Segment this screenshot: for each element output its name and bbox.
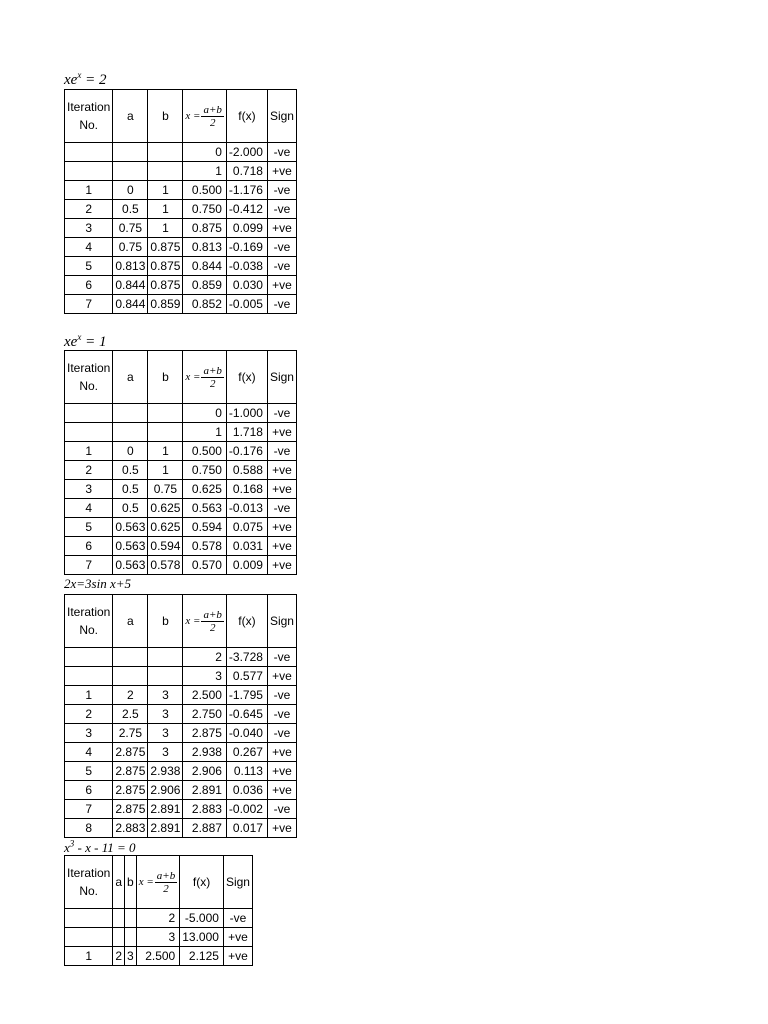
header-x-formula: [183, 351, 227, 404]
cell-a: 0.813: [113, 257, 148, 276]
cell-iteration: 1: [65, 686, 113, 705]
formula-fraction: [201, 365, 223, 390]
cell-a: 0: [113, 181, 148, 200]
table-body: [65, 909, 253, 966]
cell-b: 0.75: [148, 480, 183, 499]
cell-sign: -ve: [267, 499, 296, 518]
cell-sign: -ve: [267, 181, 296, 200]
cell-a: 0.844: [113, 295, 148, 314]
cell-fx: -2.000: [226, 143, 267, 162]
cell-a: 0.5: [113, 200, 148, 219]
formula-lhs: x =: [185, 371, 201, 383]
table-row: [65, 819, 297, 838]
cell-sign: +ve: [267, 461, 296, 480]
cell-x: 1: [183, 423, 227, 442]
table-row: [65, 781, 297, 800]
cell-fx: -0.169: [226, 238, 267, 257]
header-sign: Sign: [267, 595, 296, 648]
table-row: [65, 200, 297, 219]
cell-a: 2.875: [113, 781, 148, 800]
header-fx: f(x): [226, 595, 267, 648]
cell-b: 0.594: [148, 537, 183, 556]
cell-a: [113, 667, 148, 686]
cell-b: 2.891: [148, 800, 183, 819]
cell-fx: -3.728: [226, 648, 267, 667]
bisection-table-4: [64, 855, 253, 966]
cell-x: 2: [183, 648, 227, 667]
header-row: [65, 90, 297, 143]
cell-b: 0.578: [148, 556, 183, 575]
cell-fx: 1.718: [226, 423, 267, 442]
cell-b: 1: [148, 200, 183, 219]
cell-iteration: [65, 667, 113, 686]
table-row: [65, 181, 297, 200]
table-row: [65, 762, 297, 781]
table-row: [65, 556, 297, 575]
cell-a: 2.75: [113, 724, 148, 743]
header-fx: f(x): [226, 90, 267, 143]
cell-b: 3: [148, 686, 183, 705]
cell-fx: -0.040: [226, 724, 267, 743]
cell-x: 2.750: [183, 705, 227, 724]
table-row: [65, 257, 297, 276]
header-fx: f(x): [180, 856, 224, 909]
cell-sign: -ve: [267, 648, 296, 667]
header-a: a: [113, 595, 148, 648]
cell-b: 3: [125, 947, 137, 966]
cell-a: 0.5: [113, 461, 148, 480]
cell-sign: -ve: [267, 800, 296, 819]
cell-a: 0.75: [113, 238, 148, 257]
cell-sign: +ve: [267, 667, 296, 686]
cell-fx: -0.038: [226, 257, 267, 276]
cell-iteration: [65, 909, 113, 928]
table-row: [65, 461, 297, 480]
cell-iteration: 1: [65, 947, 113, 966]
cell-b: 1: [148, 181, 183, 200]
cell-b: 2.906: [148, 781, 183, 800]
cell-sign: -ve: [267, 705, 296, 724]
cell-b: 0.625: [148, 499, 183, 518]
cell-b: 0.625: [148, 518, 183, 537]
cell-iteration: 5: [65, 257, 113, 276]
table-row: [65, 667, 297, 686]
cell-b: 0.859: [148, 295, 183, 314]
cell-x: 0.750: [183, 461, 227, 480]
table-row: [65, 143, 297, 162]
cell-iteration: 8: [65, 819, 113, 838]
cell-sign: -ve: [267, 404, 296, 423]
cell-x: 2.500: [183, 686, 227, 705]
cell-iteration: 5: [65, 762, 113, 781]
cell-x: 0.594: [183, 518, 227, 537]
cell-sign: -ve: [267, 686, 296, 705]
cell-iteration: 3: [65, 724, 113, 743]
cell-b: [148, 423, 183, 442]
header-fx: f(x): [226, 351, 267, 404]
table-row: [65, 404, 297, 423]
table-row: [65, 705, 297, 724]
cell-fx: -0.013: [226, 499, 267, 518]
midpoint-formula: [139, 870, 178, 895]
cell-b: 3: [148, 724, 183, 743]
header-sign: Sign: [267, 351, 296, 404]
cell-sign: -ve: [267, 295, 296, 314]
cell-fx: -0.005: [226, 295, 267, 314]
cell-fx: 0.168: [226, 480, 267, 499]
cell-x: 2.875: [183, 724, 227, 743]
cell-sign: +ve: [267, 518, 296, 537]
cell-a: 0: [113, 442, 148, 461]
cell-fx: 0.588: [226, 461, 267, 480]
table-row: [65, 928, 253, 947]
cell-sign: +ve: [267, 819, 296, 838]
cell-x: 2.883: [183, 800, 227, 819]
table-row: [65, 162, 297, 181]
cell-b: [125, 928, 137, 947]
table-body: [65, 143, 297, 314]
cell-iteration: 4: [65, 238, 113, 257]
cell-b: 1: [148, 219, 183, 238]
cell-sign: -ve: [267, 238, 296, 257]
cell-x: 3: [183, 667, 227, 686]
cell-sign: -ve: [223, 909, 252, 928]
cell-x: 2: [136, 909, 180, 928]
cell-iteration: [65, 423, 113, 442]
header-iteration: Iteration No.: [65, 90, 113, 143]
header-a: a: [113, 90, 148, 143]
cell-sign: -ve: [267, 442, 296, 461]
cell-fx: 0.267: [226, 743, 267, 762]
cell-fx: 0.036: [226, 781, 267, 800]
equation-3: 2x=3sin x+5: [64, 576, 132, 591]
header-row: [65, 595, 297, 648]
cell-a: 2: [113, 686, 148, 705]
cell-a: 2.875: [113, 762, 148, 781]
table-row: [65, 238, 297, 257]
cell-fx: -1.795: [226, 686, 267, 705]
cell-sign: +ve: [267, 743, 296, 762]
cell-b: 1: [148, 461, 183, 480]
cell-fx: -5.000: [180, 909, 224, 928]
formula-fraction: [155, 870, 177, 895]
cell-sign: +ve: [267, 162, 296, 181]
cell-a: 0.5: [113, 480, 148, 499]
cell-x: 0: [183, 143, 227, 162]
table-body: [65, 648, 297, 838]
table-row: [65, 480, 297, 499]
cell-a: 0.5: [113, 499, 148, 518]
header-iteration: Iteration No.: [65, 351, 113, 404]
table-row: [65, 724, 297, 743]
cell-a: [113, 423, 148, 442]
cell-fx: 0.113: [226, 762, 267, 781]
header-b: b: [148, 595, 183, 648]
formula-numerator: a+b: [203, 103, 222, 116]
cell-a: 2.875: [113, 743, 148, 762]
cell-a: [113, 162, 148, 181]
cell-x: 2.938: [183, 743, 227, 762]
bisection-table-3: [64, 594, 297, 838]
cell-x: 0.844: [183, 257, 227, 276]
cell-a: 2.883: [113, 819, 148, 838]
cell-b: 2.938: [148, 762, 183, 781]
cell-a: [113, 143, 148, 162]
cell-x: 0.578: [183, 537, 227, 556]
cell-iteration: [65, 928, 113, 947]
cell-sign: +ve: [267, 219, 296, 238]
cell-fx: 2.125: [180, 947, 224, 966]
cell-b: 0.875: [148, 238, 183, 257]
cell-iteration: [65, 404, 113, 423]
cell-fx: 0.030: [226, 276, 267, 295]
header-b: b: [125, 856, 137, 909]
header-x-formula: [136, 856, 180, 909]
cell-b: [148, 648, 183, 667]
cell-sign: +ve: [223, 947, 252, 966]
equation-4: $x^3 - x - 11 = 0$: [64, 838, 136, 855]
formula-denominator: 2: [209, 621, 216, 634]
header-a: a: [113, 856, 125, 909]
cell-x: 2.906: [183, 762, 227, 781]
cell-a: 2: [113, 947, 125, 966]
cell-a: [113, 404, 148, 423]
cell-iteration: 4: [65, 499, 113, 518]
table-row: [65, 499, 297, 518]
cell-sign: +ve: [223, 928, 252, 947]
cell-x: 0.570: [183, 556, 227, 575]
cell-iteration: 2: [65, 461, 113, 480]
formula-fraction: [201, 609, 223, 634]
header-row: [65, 351, 297, 404]
cell-fx: -0.412: [226, 200, 267, 219]
cell-b: 3: [148, 743, 183, 762]
cell-x: 1: [183, 162, 227, 181]
table-row: [65, 537, 297, 556]
table-row: [65, 743, 297, 762]
cell-iteration: 6: [65, 276, 113, 295]
cell-iteration: 2: [65, 200, 113, 219]
cell-iteration: 2: [65, 705, 113, 724]
bisection-table-2: [64, 350, 297, 575]
formula-numerator: a+b: [203, 364, 222, 377]
cell-iteration: 6: [65, 537, 113, 556]
equation-2: $xe^x = 1$: [64, 332, 107, 350]
cell-a: 0.563: [113, 518, 148, 537]
cell-b: [148, 667, 183, 686]
cell-iteration: 5: [65, 518, 113, 537]
cell-iteration: 7: [65, 556, 113, 575]
table-row: [65, 295, 297, 314]
cell-fx: -0.002: [226, 800, 267, 819]
cell-x: 0.813: [183, 238, 227, 257]
cell-fx: 0.577: [226, 667, 267, 686]
cell-x: 0.500: [183, 181, 227, 200]
cell-b: [125, 909, 137, 928]
cell-x: 0: [183, 404, 227, 423]
formula-denominator: 2: [209, 377, 216, 390]
cell-fx: 0.099: [226, 219, 267, 238]
cell-x: 0.500: [183, 442, 227, 461]
formula-denominator: 2: [209, 116, 216, 129]
cell-iteration: 1: [65, 181, 113, 200]
cell-sign: -ve: [267, 257, 296, 276]
header-x-formula: [183, 595, 227, 648]
cell-iteration: [65, 648, 113, 667]
formula-fraction: [201, 104, 223, 129]
cell-fx: 0.031: [226, 537, 267, 556]
table-row: [65, 276, 297, 295]
header-sign: Sign: [223, 856, 252, 909]
cell-b: 0.875: [148, 257, 183, 276]
formula-numerator: a+b: [156, 869, 176, 882]
table-row: [65, 686, 297, 705]
cell-b: 0.875: [148, 276, 183, 295]
cell-a: [113, 909, 125, 928]
cell-fx: 0.718: [226, 162, 267, 181]
cell-iteration: 3: [65, 480, 113, 499]
cell-x: 3: [136, 928, 180, 947]
cell-b: [148, 404, 183, 423]
header-b: b: [148, 351, 183, 404]
header-iteration: Iteration No.: [65, 856, 113, 909]
table-row: [65, 800, 297, 819]
cell-sign: -ve: [267, 143, 296, 162]
cell-iteration: 6: [65, 781, 113, 800]
cell-a: [113, 928, 125, 947]
header-b: b: [148, 90, 183, 143]
cell-b: 2.891: [148, 819, 183, 838]
cell-a: 0.563: [113, 537, 148, 556]
cell-x: 0.625: [183, 480, 227, 499]
midpoint-formula: [185, 365, 224, 390]
table-row: [65, 423, 297, 442]
cell-iteration: [65, 143, 113, 162]
cell-b: 3: [148, 705, 183, 724]
cell-iteration: 1: [65, 442, 113, 461]
cell-iteration: 3: [65, 219, 113, 238]
table-row: [65, 219, 297, 238]
cell-x: 0.750: [183, 200, 227, 219]
midpoint-formula: [185, 609, 224, 634]
cell-fx: 13.000: [180, 928, 224, 947]
table-row: [65, 947, 253, 966]
cell-sign: -ve: [267, 724, 296, 743]
table-row: [65, 648, 297, 667]
cell-x: 0.563: [183, 499, 227, 518]
midpoint-formula: [185, 104, 224, 129]
equation-1: $xe^x = 2$: [64, 70, 107, 88]
header-iteration: Iteration No.: [65, 595, 113, 648]
cell-a: [113, 648, 148, 667]
cell-sign: +ve: [267, 423, 296, 442]
formula-lhs: x =: [185, 110, 201, 122]
cell-sign: +ve: [267, 781, 296, 800]
cell-fx: -0.645: [226, 705, 267, 724]
header-row: [65, 856, 253, 909]
cell-fx: 0.009: [226, 556, 267, 575]
cell-sign: +ve: [267, 480, 296, 499]
cell-sign: +ve: [267, 537, 296, 556]
cell-x: 0.875: [183, 219, 227, 238]
cell-a: 0.844: [113, 276, 148, 295]
cell-fx: 0.075: [226, 518, 267, 537]
formula-denominator: 2: [163, 882, 169, 895]
cell-sign: +ve: [267, 762, 296, 781]
cell-fx: -1.176: [226, 181, 267, 200]
cell-iteration: 7: [65, 295, 113, 314]
header-x-formula: [183, 90, 227, 143]
cell-x: 0.859: [183, 276, 227, 295]
cell-fx: 0.017: [226, 819, 267, 838]
bisection-table-1: [64, 89, 297, 314]
cell-iteration: 7: [65, 800, 113, 819]
table-row: [65, 442, 297, 461]
cell-a: 2.875: [113, 800, 148, 819]
cell-b: [148, 143, 183, 162]
header-a: a: [113, 351, 148, 404]
cell-sign: +ve: [267, 276, 296, 295]
cell-x: 2.500: [136, 947, 180, 966]
formula-lhs: x =: [185, 615, 201, 627]
cell-a: 2.5: [113, 705, 148, 724]
table-row: [65, 909, 253, 928]
cell-sign: -ve: [267, 200, 296, 219]
cell-x: 0.852: [183, 295, 227, 314]
cell-sign: +ve: [267, 556, 296, 575]
cell-a: 0.563: [113, 556, 148, 575]
formula-numerator: a+b: [203, 608, 222, 621]
cell-b: [148, 162, 183, 181]
cell-b: 1: [148, 442, 183, 461]
table-row: [65, 518, 297, 537]
cell-iteration: [65, 162, 113, 181]
cell-iteration: 4: [65, 743, 113, 762]
cell-fx: -1.000: [226, 404, 267, 423]
cell-x: 2.891: [183, 781, 227, 800]
cell-x: 2.887: [183, 819, 227, 838]
table-body: [65, 404, 297, 575]
cell-fx: -0.176: [226, 442, 267, 461]
formula-lhs: x =: [138, 876, 154, 888]
cell-a: 0.75: [113, 219, 148, 238]
header-sign: Sign: [267, 90, 296, 143]
